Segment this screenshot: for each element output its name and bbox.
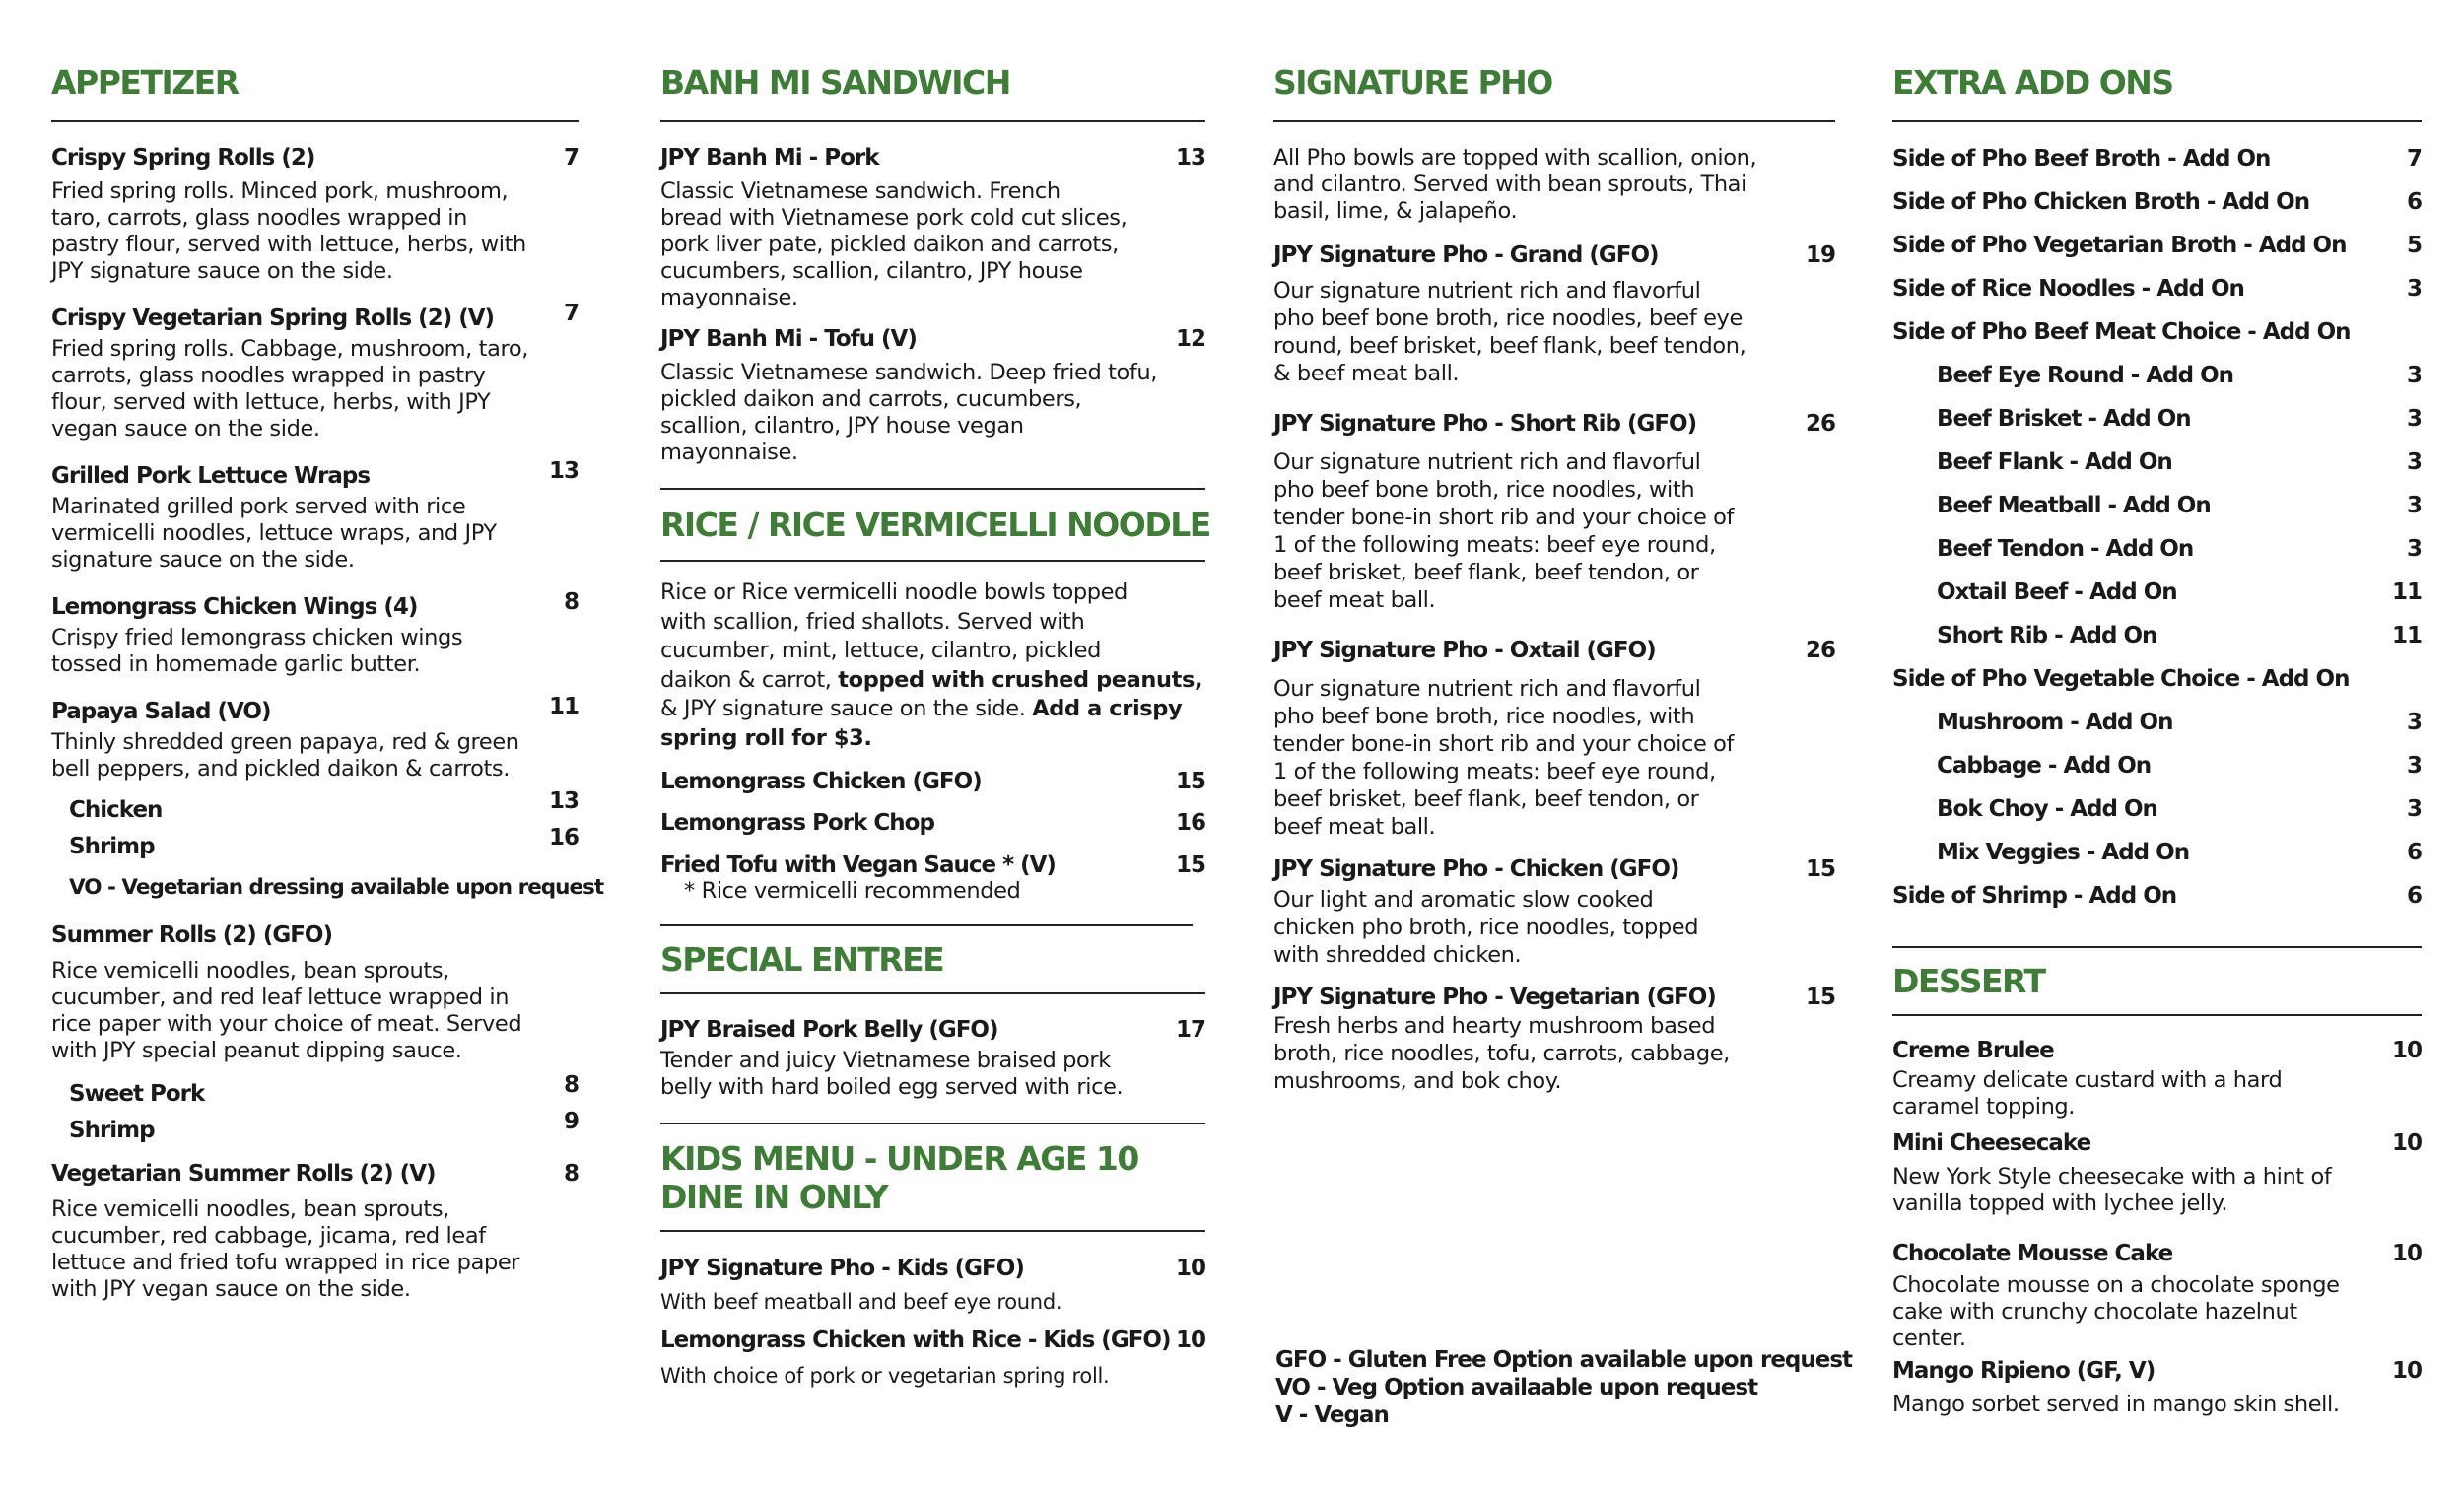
add-ons-list	[1892, 144, 2422, 924]
appetizer-column	[51, 57, 604, 1303]
add-on-price: 7	[2406, 146, 2422, 171]
add-on-name: Side of Pho Chicken Broth - Add On	[1892, 189, 2310, 215]
menu-item-braised-pork-belly	[660, 1015, 1205, 1101]
section-title-add-ons: EXTRA ADD ONS	[1892, 63, 2173, 102]
add-on-row	[1892, 881, 2422, 924]
menu-item-mango-ripieno: Mango Ripieno (GF, V) 10 Mango sorbet served in mango skin shell.	[1892, 1358, 2422, 1417]
menu-item-kids-lemongrass-chicken: Lemongrass Chicken with Rice - Kids (GFO) 10 With choice of pork or vegetarian spring roll.	[660, 1327, 1205, 1388]
add-on-price: 3	[2406, 363, 2422, 388]
item-description: Our light and aromatic slow cooked chicken pho broth, rice noodles, topped with shredded chicken.	[1273, 887, 1699, 968]
add-on-name: Oxtail Beef - Add On	[1937, 579, 2177, 605]
option-shrimp: Shrimp 16	[69, 825, 579, 859]
item-name: Vegetarian Summer Rolls (2) (V)	[51, 1161, 436, 1187]
divider	[660, 1230, 1205, 1232]
menu-item-lemongrass-pork-chop: Lemongrass Pork Chop 16	[660, 810, 1205, 836]
option-shrimp: Shrimp 9	[69, 1109, 579, 1143]
menu-item-grilled-pork-lettuce-wraps	[51, 456, 579, 574]
add-on-name: Bok Choy - Add On	[1937, 796, 2157, 822]
menu-item-pho-short-rib	[1273, 409, 1835, 614]
add-on-name: Beef Eye Round - Add On	[1937, 363, 2233, 388]
section-title-banh-mi: BANH MI SANDWICH	[660, 63, 1010, 102]
add-on-name: Beef Flank - Add On	[1937, 449, 2172, 475]
divider	[660, 924, 1193, 926]
add-on-row	[1892, 708, 2422, 751]
add-on-price: 6	[2406, 883, 2422, 909]
section-title-appetizer: APPETIZER	[51, 63, 239, 102]
add-on-price: 6	[2406, 189, 2422, 215]
menu-item-veg-summer-rolls	[51, 1159, 579, 1303]
divider	[660, 992, 1205, 994]
menu-item-crispy-spring-rolls	[51, 143, 579, 285]
add-on-row	[1892, 317, 2422, 361]
add-on-row	[1892, 404, 2422, 447]
section-title-special: SPECIAL ENTREE	[660, 940, 944, 979]
divider	[660, 560, 1205, 562]
add-on-price: 11	[2391, 579, 2422, 605]
add-on-name: Side of Rice Noodles - Add On	[1892, 276, 2244, 302]
divider	[1892, 946, 2422, 948]
menu-item-pho-oxtail	[1273, 636, 1835, 841]
add-on-name: Side of Pho Beef Broth - Add On	[1892, 146, 2271, 171]
add-on-row	[1892, 621, 2422, 664]
add-on-name: Mix Veggies - Add On	[1937, 840, 2190, 865]
item-name: JPY Banh Mi - Tofu (V)	[660, 326, 917, 352]
item-name: Papaya Salad (VO)	[51, 699, 271, 724]
item-name: Lemongrass Chicken Wings (4)	[51, 594, 418, 620]
item-price: 12	[1175, 326, 1205, 352]
option-sweet-pork: Sweet Pork 8	[69, 1072, 579, 1107]
rice-intro: Rice or Rice vermicelli noodle bowls topped with scallion, fried shallots. Served with cucumber, mint, lettuce, cilantro, pickled daikon & carrot, topped with crushed peanuts, & JPY signature sauce on the side. Add a crispy spring roll for $3.	[660, 579, 1203, 751]
menu-item-banh-mi-pork	[660, 143, 1205, 311]
item-price: 15	[1805, 856, 1835, 882]
menu-item-pho-vegetarian	[1273, 983, 1835, 1095]
item-description: Rice vemicelli noodles, bean sprouts, cucumber, red cabbage, jicama, red leaf lettuce and fried tofu wrapped in rice paper with JPY vegan sauce on the side.	[51, 1196, 520, 1302]
banh-mi-column	[660, 57, 1210, 1390]
menu-item-pho-grand	[1273, 240, 1835, 387]
item-price: 26	[1805, 638, 1835, 663]
menu-item-banh-mi-tofu	[660, 324, 1205, 466]
vo-note: VO - Vegetarian dressing available upon request	[69, 875, 604, 900]
menu-item-pho-chicken	[1273, 854, 1835, 969]
add-on-row	[1892, 664, 2422, 708]
item-name: JPY Signature Pho - Chicken (GFO)	[1273, 856, 1679, 882]
add-on-row	[1892, 534, 2422, 578]
item-description: Classic Vietnamese sandwich. Deep fried tofu, pickled daikon and carrots, cucumbers, scallion, cilantro, JPY house vegan mayonnaise.	[660, 360, 1158, 465]
section-title-signature-pho: SIGNATURE PHO	[1273, 63, 1552, 102]
item-price: 11	[548, 694, 579, 719]
menu-item-crispy-veg-spring-rolls	[51, 299, 579, 442]
add-on-price: 3	[2406, 493, 2422, 518]
add-on-name: Side of Pho Vegetable Choice - Add On	[1892, 666, 2350, 692]
section-title-rice: RICE / RICE VERMICELLI NOODLE	[660, 506, 1210, 544]
rice-note: * Rice vermicelli recommended	[684, 878, 1021, 904]
add-on-price: 3	[2406, 710, 2422, 735]
menu-item-papaya-salad	[51, 692, 604, 903]
divider	[1273, 120, 1835, 122]
item-price: 8	[563, 589, 579, 615]
item-name: Grilled Pork Lettuce Wraps	[51, 463, 371, 489]
item-name: JPY Banh Mi - Pork	[660, 145, 879, 170]
divider	[51, 120, 579, 122]
add-on-name: Cabbage - Add On	[1937, 753, 2152, 779]
pho-intro: All Pho bowls are topped with scallion, onion, and cilantro. Served with bean sprouts, Thai basil, lime, & jalapeño.	[1273, 145, 1757, 224]
item-description: Our signature nutrient rich and flavorful pho beef bone broth, rice noodles, beef eye round, beef brisket, beef flank, beef tendon, & beef meat ball.	[1273, 278, 1746, 386]
item-name: JPY Signature Pho - Grand (GFO)	[1273, 242, 1659, 268]
item-name: JPY Signature Pho - Vegetarian (GFO)	[1273, 985, 1716, 1010]
add-on-row	[1892, 491, 2422, 534]
menu-item-creme-brulee: Creme Brulee 10 Creamy delicate custard with a hard caramel topping.	[1892, 1038, 2422, 1120]
item-name: JPY Signature Pho - Oxtail (GFO)	[1273, 638, 1656, 663]
add-on-name: Beef Meatball - Add On	[1937, 493, 2211, 518]
item-name: Crispy Vegetarian Spring Rolls (2) (V)	[51, 306, 495, 331]
add-on-row	[1892, 794, 2422, 838]
add-on-name: Mushroom - Add On	[1937, 710, 2173, 735]
menu-item-summer-rolls	[51, 920, 579, 1145]
add-on-price: 6	[2406, 840, 2422, 865]
item-description: Fried spring rolls. Cabbage, mushroom, taro, carrots, glass noodles wrapped in pastry flour, served with lettuce, herbs, with JPY vegan sauce on the side.	[51, 336, 528, 442]
add-on-row	[1892, 144, 2422, 187]
add-on-row	[1892, 274, 2422, 317]
menu-item-lemongrass-chicken: Lemongrass Chicken (GFO) 15	[660, 769, 1205, 794]
section-title-kids: KIDS MENU - UNDER AGE 10 DINE IN ONLY	[660, 1139, 1138, 1216]
item-description: Fresh herbs and hearty mushroom based broth, rice noodles, tofu, carrots, cabbage, mushrooms, and bok choy.	[1273, 1013, 1730, 1094]
signature-pho-column	[1273, 57, 1835, 1095]
add-on-name: Beef Brisket - Add On	[1937, 406, 2191, 432]
item-description: Rice vemicelli noodles, bean sprouts, cucumber, and red leaf lettuce wrapped in rice paper with your choice of meat. Served with JPY special peanut dipping sauce.	[51, 958, 522, 1063]
divider	[660, 488, 1205, 490]
item-description: Our signature nutrient rich and flavorful pho beef bone broth, rice noodles, with tender bone-in short rib and your choice of 1 of the following meats: beef eye round, beef brisket, beef flank, beef tendon, or beef meat ball.	[1273, 449, 1735, 613]
item-description: Marinated grilled pork served with rice vermicelli noodles, lettuce wraps, and JPY signature sauce on the side.	[51, 494, 497, 573]
item-description: Tender and juicy Vietnamese braised pork belly with hard boiled egg served with rice.	[660, 1048, 1124, 1100]
menu-item-kids-pho: JPY Signature Pho - Kids (GFO) 10 With beef meatball and beef eye round.	[660, 1256, 1205, 1314]
add-on-price: 5	[2406, 233, 2422, 258]
item-price: 7	[563, 145, 579, 170]
add-on-price: 3	[2406, 449, 2422, 475]
item-price: 7	[563, 301, 579, 326]
option-chicken: Chicken 13	[69, 788, 579, 823]
add-on-row	[1892, 578, 2422, 621]
add-on-name: Side of Pho Beef Meat Choice - Add On	[1892, 319, 2351, 345]
item-name: Crispy Spring Rolls (2)	[51, 145, 315, 170]
item-name: JPY Braised Pork Belly (GFO)	[660, 1017, 998, 1043]
divider	[660, 1123, 1205, 1124]
item-description: Classic Vietnamese sandwich. French bread with Vietnamese pork cold cut slices, pork liver pate, pickled daikon and carrots, cucumbers, scallion, cilantro, JPY house mayonnaise.	[660, 178, 1128, 310]
add-on-price: 3	[2406, 276, 2422, 302]
add-on-price: 3	[2406, 406, 2422, 432]
item-description: Fried spring rolls. Minced pork, mushroom, taro, carrots, glass noodles wrapped in pastry flour, served with lettuce, herbs, with JPY signature sauce on the side.	[51, 178, 526, 284]
menu-item-lemongrass-chicken-wings	[51, 587, 579, 678]
item-price: 17	[1175, 1017, 1205, 1043]
item-description: Thinly shredded green papaya, red & green bell peppers, and pickled daikon & carrots.	[51, 729, 519, 782]
add-on-row	[1892, 751, 2422, 794]
add-on-row	[1892, 447, 2422, 491]
add-on-name: Beef Tendon - Add On	[1937, 536, 2194, 562]
add-ons-column	[1892, 57, 2422, 1418]
divider	[1892, 1014, 2422, 1016]
add-on-row	[1892, 231, 2422, 274]
item-price: 13	[1175, 145, 1205, 170]
add-on-row	[1892, 838, 2422, 881]
item-description: Crispy fried lemongrass chicken wings tossed in homemade garlic butter.	[51, 625, 463, 677]
add-on-row	[1892, 187, 2422, 231]
divider	[660, 120, 1205, 122]
item-price: 15	[1805, 985, 1835, 1010]
item-price: 26	[1805, 411, 1835, 437]
item-price: 19	[1805, 242, 1835, 268]
add-on-price: 3	[2406, 796, 2422, 822]
divider	[1892, 120, 2422, 122]
menu-item-mini-cheesecake: Mini Cheesecake 10 New York Style cheesecake with a hint of vanilla topped with lychee jelly.	[1892, 1130, 2422, 1216]
add-on-name: Side of Shrimp - Add On	[1892, 883, 2177, 909]
add-on-row	[1892, 361, 2422, 404]
item-name: JPY Signature Pho - Short Rib (GFO)	[1273, 411, 1697, 437]
menu-item-fried-tofu: Fried Tofu with Vegan Sauce * (V) 15	[660, 852, 1205, 878]
add-on-name: Short Rib - Add On	[1937, 623, 2157, 648]
menu-item-chocolate-mousse-cake: Chocolate Mousse Cake 10 Chocolate mousse on a chocolate sponge cake with crunchy chocolate hazelnut center.	[1892, 1241, 2422, 1351]
item-name: Summer Rolls (2) (GFO)	[51, 922, 332, 948]
add-on-price: 3	[2406, 753, 2422, 779]
dietary-legend: GFO - Gluten Free Option available upon request VO - Veg Option availaable upon request V - Vegan	[1275, 1347, 1853, 1428]
section-title-dessert: DESSERT	[1892, 962, 2045, 1000]
item-price: 13	[548, 458, 579, 484]
add-on-price: 11	[2391, 623, 2422, 648]
item-description: Our signature nutrient rich and flavorful pho beef bone broth, rice noodles, with tender bone-in short rib and your choice of 1 of the following meats: beef eye round, beef brisket, beef flank, beef tendon, or beef meat ball.	[1273, 676, 1735, 840]
add-on-name: Side of Pho Vegetarian Broth - Add On	[1892, 233, 2347, 258]
item-price: 8	[563, 1161, 579, 1187]
add-on-price: 3	[2406, 536, 2422, 562]
